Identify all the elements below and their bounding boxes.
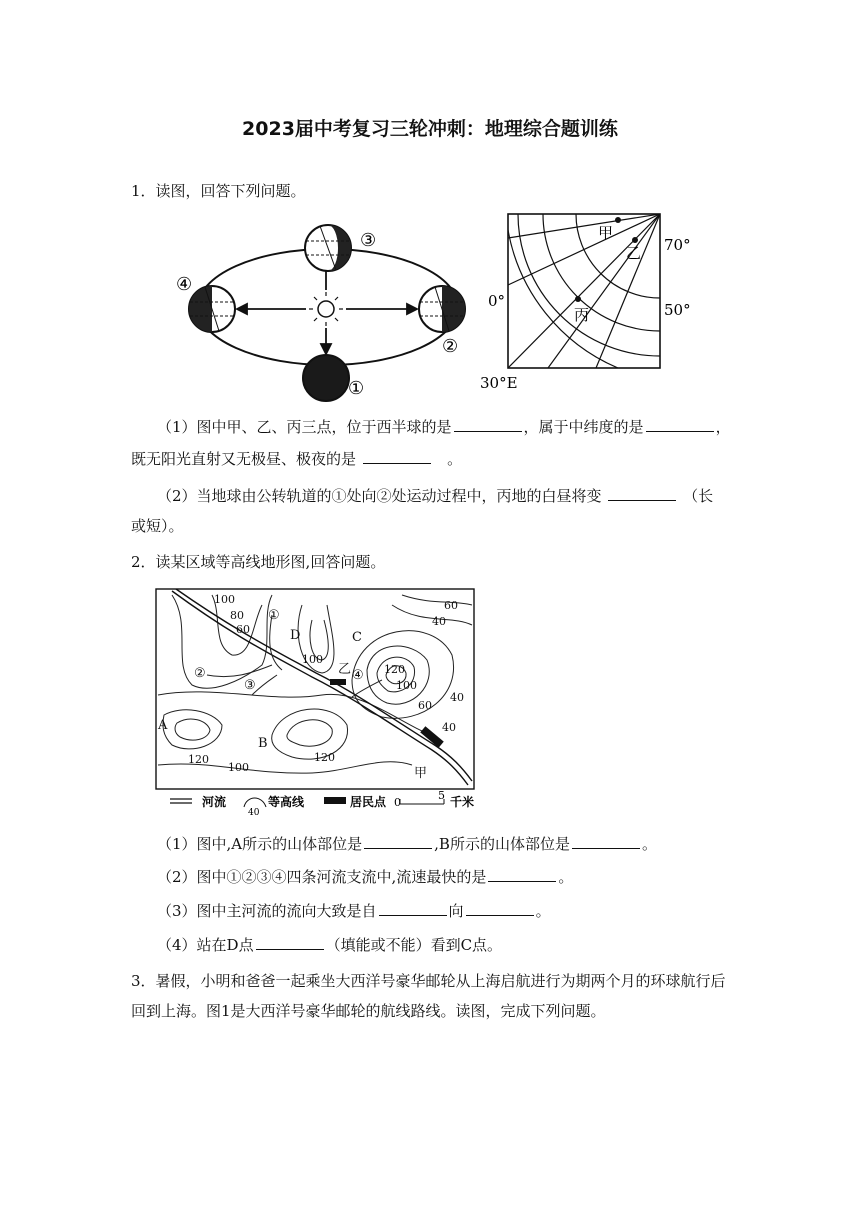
map-label-A: A xyxy=(158,718,168,733)
contour-label-100d: 100 xyxy=(228,761,249,774)
contour-label-40b: 40 xyxy=(450,691,464,704)
settlement-yi xyxy=(330,679,346,685)
map-legend xyxy=(170,789,474,815)
blank-no-direct-sun[interactable] xyxy=(363,447,431,464)
contour-label-100a: 100 xyxy=(214,593,235,606)
map-label-n3: ③ xyxy=(244,678,256,693)
q2-sub2-text-a: （2）图中①②③④四条河流支流中,流速最快的是 xyxy=(157,868,487,886)
blank-mid-latitude[interactable] xyxy=(646,415,714,432)
legend-scale-0: 0 xyxy=(394,796,401,809)
q2-sub3-text-b: 向 xyxy=(448,902,464,920)
map-label-jia: 甲 xyxy=(414,766,428,781)
label-lon30: 30°E xyxy=(480,374,518,392)
legend-unit: 千米 xyxy=(450,795,475,809)
q2-sub1 xyxy=(157,832,657,855)
q1-sub2-text-a: （2）当地球由公转轨道的①处向②处运动过程中，丙地的白昼将变 xyxy=(157,487,602,505)
contour-label-80: 80 xyxy=(230,609,244,622)
latlon-grid-figure xyxy=(478,210,698,395)
earth-orbit-figure xyxy=(170,208,482,408)
contour-label-100b: 100 xyxy=(302,653,323,666)
q2-sub3-text-a: （3）图中主河流的流向大致是自 xyxy=(157,902,377,920)
q1-stem: 1．读图，回答下列问题。 xyxy=(131,182,306,200)
legend-contour-value: 40 xyxy=(248,808,260,815)
blank-B-part[interactable] xyxy=(572,832,640,849)
grid-lines xyxy=(508,214,660,368)
q3-text: 3．暑假，小明和爸爸一起乘坐大西洋号豪华邮轮从上海启航进行为期两个月的环球航行后回到上海。图1是大西洋号豪华邮轮的航线路线。读图，完成下列问题。 xyxy=(131,972,726,1020)
map-label-n4: ④ xyxy=(352,668,364,683)
q2-stem: 2．读某区域等高线地形图,回答问题。 xyxy=(131,553,386,571)
legend-settlement: 居民点 xyxy=(350,795,387,809)
contour-label-120a: 120 xyxy=(384,663,405,676)
orbit-label-2: ② xyxy=(442,336,459,357)
label-lat50: 50° xyxy=(664,301,691,319)
map-label-n1: ① xyxy=(268,608,280,623)
map-label-D: D xyxy=(290,628,301,643)
contour-label-60a: 60 xyxy=(236,623,250,636)
label-bing: 丙 xyxy=(574,306,590,324)
label-lat70: 70° xyxy=(664,236,691,254)
blank-flow-from[interactable] xyxy=(379,899,447,916)
legend-river: 河流 xyxy=(202,795,227,809)
q2-sub2-text-b: 。 xyxy=(558,868,574,886)
q1-sub1-text-c: ， xyxy=(715,418,731,436)
point-bing xyxy=(575,296,581,302)
q2-sub3-text-c: 。 xyxy=(535,902,551,920)
point-yi xyxy=(632,237,638,243)
q2-sub1-text-b: ,B所示的山体部位是 xyxy=(434,835,570,853)
q2-sub4 xyxy=(157,933,502,956)
earth-position-2 xyxy=(419,286,465,332)
q1-sub1-text-d: 既无阳光直射又无极昼、极夜的是 xyxy=(131,450,357,468)
contour-label-120c: 120 xyxy=(314,751,335,764)
blank-visibility[interactable] xyxy=(256,933,324,950)
label-jia: 甲 xyxy=(598,224,614,242)
sun-icon xyxy=(309,292,343,326)
orbit-label-1: ① xyxy=(348,378,365,399)
q1-sub2-line1 xyxy=(157,484,713,507)
orbit-label-4: ④ xyxy=(176,274,193,295)
q2-sub4-text-b: （填能或不能）看到C点。 xyxy=(325,936,503,954)
map-label-yi: 乙 xyxy=(338,662,352,677)
q1-sub1-text-e: 。 xyxy=(447,450,463,468)
q1-sub1-text-b: ，属于中纬度的是 xyxy=(523,418,644,436)
contour-label-40a: 40 xyxy=(432,615,446,628)
map-label-B: B xyxy=(258,736,268,751)
q2-sub3 xyxy=(157,899,551,922)
q2-sub1-text-c: 。 xyxy=(641,835,657,853)
q1-sub2-line2: 或短）。 xyxy=(131,517,184,535)
label-yi: 乙 xyxy=(626,244,642,262)
q1-sub1-line1 xyxy=(157,415,731,438)
q1-sub1-line2 xyxy=(131,447,462,470)
blank-daylight-change[interactable] xyxy=(608,484,676,501)
q1-sub2-text-b: （长 xyxy=(683,487,714,505)
page-title: 2023届中考复习三轮冲刺：地理综合题训练 xyxy=(242,118,618,140)
orbit-label-3: ③ xyxy=(360,230,377,251)
blank-fastest-tributary[interactable] xyxy=(488,865,556,882)
blank-flow-to[interactable] xyxy=(466,899,534,916)
contour-map-figure xyxy=(152,585,482,815)
contour-label-120b: 120 xyxy=(188,753,209,766)
legend-contour: 等高线 xyxy=(268,795,305,809)
earth-position-3 xyxy=(305,225,351,271)
earth-position-4 xyxy=(189,286,235,332)
point-jia xyxy=(615,217,621,223)
contour-label-40c: 40 xyxy=(442,721,456,734)
q2-sub2 xyxy=(157,865,573,888)
q2-sub4-text-a: （4）站在D点 xyxy=(157,936,254,954)
q1-sub1-text-a: （1）图中甲、乙、丙三点，位于西半球的是 xyxy=(157,418,452,436)
legend-scale-5: 5 xyxy=(438,789,445,802)
map-label-C: C xyxy=(352,630,362,645)
contour-label-100c: 100 xyxy=(396,679,417,692)
blank-western-hemisphere[interactable] xyxy=(454,415,522,432)
earth-position-1 xyxy=(303,355,349,401)
q2-sub1-text-a: （1）图中,A所示的山体部位是 xyxy=(157,835,363,853)
contour-label-60c: 60 xyxy=(418,699,432,712)
blank-A-part[interactable] xyxy=(364,832,432,849)
contour-label-60b: 60 xyxy=(444,599,458,612)
label-lon0: 0° xyxy=(488,292,506,310)
map-label-n2: ② xyxy=(194,666,206,681)
